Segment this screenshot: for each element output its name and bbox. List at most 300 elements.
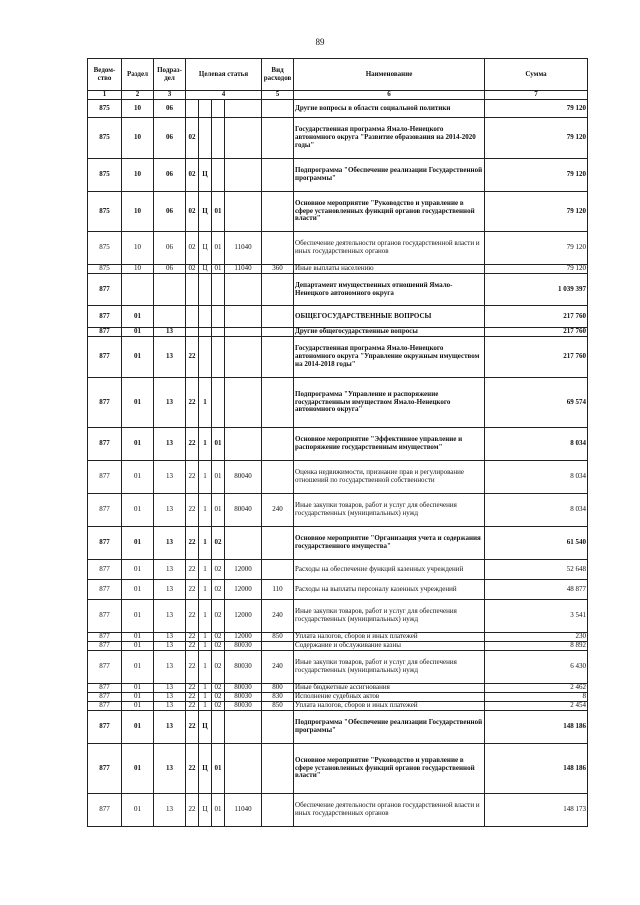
cell-section: 01 xyxy=(122,560,154,580)
column-number: 7 xyxy=(485,91,588,100)
cell-section: 10 xyxy=(122,192,154,232)
cell-name: Иные бюджетные ассигнования xyxy=(294,684,485,693)
cell-target-direction: 12000 xyxy=(225,600,262,633)
cell-department: 875 xyxy=(88,118,122,159)
cell-department: 877 xyxy=(88,274,122,306)
cell-expense-type: 800 xyxy=(262,684,294,693)
cell-target-direction: 12000 xyxy=(225,560,262,580)
cell-target-direction xyxy=(225,328,262,337)
cell-expense-type xyxy=(262,159,294,192)
cell-subsection: 13 xyxy=(154,702,186,711)
cell-target-activity xyxy=(212,328,225,337)
table-row xyxy=(88,527,588,560)
table-row xyxy=(88,580,588,600)
cell-sum: 79 120 xyxy=(485,265,588,274)
cell-expense-type xyxy=(262,711,294,744)
cell-name: Другие вопросы в области социальной политики xyxy=(294,100,485,118)
cell-name: Расходы на обеспечение функций казенных учреждений xyxy=(294,560,485,580)
cell-name: Государственная программа Ямало-Ненецкого автономного округа "Развитие образования на 2014-2020 годы" xyxy=(294,118,485,159)
cell-target-direction: 11040 xyxy=(225,794,262,827)
cell-target-subprogram: Ц xyxy=(199,711,212,744)
cell-name: Обеспечение деятельности органов государственной власти и иных государственных органов xyxy=(294,794,485,827)
cell-target-activity: 01 xyxy=(212,265,225,274)
cell-target-activity: 02 xyxy=(212,684,225,693)
cell-target-activity: 01 xyxy=(212,494,225,527)
cell-department: 877 xyxy=(88,711,122,744)
cell-name: Иные закупки товаров, работ и услуг для обеспечения государственных (муниципальных) нужд xyxy=(294,600,485,633)
cell-department: 877 xyxy=(88,527,122,560)
cell-sum: 230 xyxy=(485,633,588,642)
cell-name: Департамент имущественных отношений Ямало-Ненецкого автономного округа xyxy=(294,274,485,306)
cell-subsection: 13 xyxy=(154,378,186,428)
cell-subsection: 13 xyxy=(154,633,186,642)
column-number-row xyxy=(88,91,588,100)
cell-name: Основное мероприятие "Руководство и управление в сфере установленных функций органов государственной власти" xyxy=(294,192,485,232)
cell-department: 877 xyxy=(88,702,122,711)
cell-department: 877 xyxy=(88,794,122,827)
header-row xyxy=(88,59,588,91)
cell-target-program: 02 xyxy=(186,192,199,232)
header-expense-type: Вид расходов xyxy=(262,59,294,91)
header-name: Наименование xyxy=(294,59,485,91)
cell-target-subprogram: 1 xyxy=(199,428,212,461)
cell-sum: 8 892 xyxy=(485,642,588,651)
cell-expense-type xyxy=(262,794,294,827)
cell-target-direction: 80040 xyxy=(225,461,262,494)
column-number: 6 xyxy=(294,91,485,100)
cell-expense-type xyxy=(262,118,294,159)
cell-subsection: 13 xyxy=(154,711,186,744)
cell-subsection: 06 xyxy=(154,265,186,274)
cell-target-subprogram: Ц xyxy=(199,744,212,794)
cell-target-direction xyxy=(225,527,262,560)
cell-target-activity: 02 xyxy=(212,560,225,580)
cell-sum: 1 039 397 xyxy=(485,274,588,306)
cell-expense-type xyxy=(262,642,294,651)
cell-expense-type: 240 xyxy=(262,651,294,684)
cell-expense-type xyxy=(262,232,294,265)
cell-target-subprogram: 1 xyxy=(199,633,212,642)
cell-target-program: 02 xyxy=(186,118,199,159)
column-number: 4 xyxy=(186,91,262,100)
cell-department: 875 xyxy=(88,232,122,265)
cell-section: 01 xyxy=(122,642,154,651)
cell-section: 01 xyxy=(122,651,154,684)
table-row xyxy=(88,684,588,693)
cell-sum: 79 120 xyxy=(485,118,588,159)
cell-subsection: 13 xyxy=(154,461,186,494)
cell-target-activity: 02 xyxy=(212,600,225,633)
table-row xyxy=(88,600,588,633)
cell-target-direction: 80030 xyxy=(225,651,262,684)
cell-target-direction: 11040 xyxy=(225,265,262,274)
cell-target-program: 22 xyxy=(186,711,199,744)
cell-subsection: 13 xyxy=(154,428,186,461)
cell-expense-type xyxy=(262,527,294,560)
cell-target-subprogram: Ц xyxy=(199,794,212,827)
cell-target-subprogram xyxy=(199,306,212,328)
cell-target-program: 22 xyxy=(186,580,199,600)
cell-target-activity xyxy=(212,118,225,159)
cell-target-activity: 02 xyxy=(212,702,225,711)
cell-sum: 8 034 xyxy=(485,428,588,461)
cell-name: Подпрограмма "Управление и распоряжение государственным имуществом Ямало-Ненецкого автономного округа" xyxy=(294,378,485,428)
cell-sum: 79 120 xyxy=(485,100,588,118)
column-number: 2 xyxy=(122,91,154,100)
cell-department: 877 xyxy=(88,693,122,702)
cell-sum: 79 120 xyxy=(485,159,588,192)
cell-target-program: 22 xyxy=(186,642,199,651)
cell-expense-type xyxy=(262,337,294,378)
cell-expense-type xyxy=(262,100,294,118)
table-row xyxy=(88,744,588,794)
cell-subsection: 13 xyxy=(154,560,186,580)
cell-section: 01 xyxy=(122,527,154,560)
table-row xyxy=(88,328,588,337)
cell-expense-type xyxy=(262,744,294,794)
cell-target-activity xyxy=(212,378,225,428)
cell-target-subprogram xyxy=(199,328,212,337)
cell-expense-type xyxy=(262,274,294,306)
cell-subsection xyxy=(154,274,186,306)
cell-section: 01 xyxy=(122,794,154,827)
cell-section xyxy=(122,274,154,306)
cell-subsection: 06 xyxy=(154,159,186,192)
cell-sum: 48 877 xyxy=(485,580,588,600)
table-row xyxy=(88,100,588,118)
cell-subsection: 06 xyxy=(154,192,186,232)
cell-department: 877 xyxy=(88,328,122,337)
cell-section: 01 xyxy=(122,633,154,642)
cell-name: Основное мероприятие "Руководство и управление в сфере установленных функций органов государственной власти" xyxy=(294,744,485,794)
cell-section: 01 xyxy=(122,328,154,337)
cell-name: Уплата налогов, сборов и иных платежей xyxy=(294,633,485,642)
table-row xyxy=(88,651,588,684)
cell-section: 01 xyxy=(122,337,154,378)
cell-department: 877 xyxy=(88,306,122,328)
cell-sum: 217 760 xyxy=(485,328,588,337)
cell-target-activity: 02 xyxy=(212,633,225,642)
cell-target-program: 02 xyxy=(186,232,199,265)
table-row xyxy=(88,461,588,494)
cell-target-activity xyxy=(212,337,225,378)
cell-sum: 148 186 xyxy=(485,711,588,744)
cell-target-subprogram: 1 xyxy=(199,684,212,693)
cell-sum: 2 454 xyxy=(485,702,588,711)
cell-name: ОБЩЕГОСУДАРСТВЕННЫЕ ВОПРОСЫ xyxy=(294,306,485,328)
cell-name: Иные выплаты населению xyxy=(294,265,485,274)
cell-name: Подпрограмма "Обеспечение реализации Государственной программы" xyxy=(294,711,485,744)
cell-target-direction: 11040 xyxy=(225,232,262,265)
cell-target-direction xyxy=(225,159,262,192)
cell-department: 877 xyxy=(88,642,122,651)
header-target-article: Целевая статья xyxy=(186,59,262,91)
cell-target-subprogram: 1 xyxy=(199,600,212,633)
cell-target-activity: 01 xyxy=(212,232,225,265)
cell-name: Расходы на выплаты персоналу казенных учреждений xyxy=(294,580,485,600)
table-row xyxy=(88,494,588,527)
cell-name: Уплата налогов, сборов и иных платежей xyxy=(294,702,485,711)
cell-target-direction xyxy=(225,378,262,428)
cell-target-activity xyxy=(212,711,225,744)
cell-target-direction xyxy=(225,274,262,306)
cell-expense-type xyxy=(262,461,294,494)
cell-target-subprogram xyxy=(199,274,212,306)
cell-target-subprogram: 1 xyxy=(199,378,212,428)
cell-target-program: 22 xyxy=(186,600,199,633)
table-row xyxy=(88,711,588,744)
cell-target-program xyxy=(186,328,199,337)
cell-target-activity: 02 xyxy=(212,527,225,560)
table-row xyxy=(88,642,588,651)
column-number: 3 xyxy=(154,91,186,100)
cell-department: 875 xyxy=(88,192,122,232)
cell-section: 01 xyxy=(122,744,154,794)
cell-target-program: 02 xyxy=(186,159,199,192)
cell-target-subprogram: 1 xyxy=(199,494,212,527)
cell-section: 10 xyxy=(122,232,154,265)
cell-sum: 3 541 xyxy=(485,600,588,633)
cell-department: 877 xyxy=(88,744,122,794)
cell-subsection: 06 xyxy=(154,232,186,265)
cell-target-program: 22 xyxy=(186,461,199,494)
cell-target-activity xyxy=(212,306,225,328)
cell-subsection: 13 xyxy=(154,794,186,827)
cell-expense-type xyxy=(262,306,294,328)
cell-target-direction: 12000 xyxy=(225,633,262,642)
budget-table xyxy=(87,58,588,827)
cell-sum: 8 034 xyxy=(485,461,588,494)
table-row xyxy=(88,428,588,461)
cell-target-subprogram: Ц xyxy=(199,265,212,274)
cell-section: 01 xyxy=(122,693,154,702)
cell-target-activity xyxy=(212,100,225,118)
cell-name: Другие общегосударственные вопросы xyxy=(294,328,485,337)
cell-sum: 148 186 xyxy=(485,744,588,794)
cell-target-program: 22 xyxy=(186,693,199,702)
cell-department: 877 xyxy=(88,337,122,378)
cell-target-program: 22 xyxy=(186,794,199,827)
cell-target-activity: 01 xyxy=(212,744,225,794)
cell-target-program: 22 xyxy=(186,378,199,428)
cell-target-activity: 01 xyxy=(212,428,225,461)
cell-target-subprogram: 1 xyxy=(199,461,212,494)
cell-section: 01 xyxy=(122,580,154,600)
cell-sum: 217 760 xyxy=(485,337,588,378)
table-row xyxy=(88,560,588,580)
cell-name: Подпрограмма "Обеспечение реализации Государственной программы" xyxy=(294,159,485,192)
cell-name: Основное мероприятие "Организация учета и содержания государственного имущества" xyxy=(294,527,485,560)
cell-subsection: 13 xyxy=(154,527,186,560)
cell-section: 01 xyxy=(122,702,154,711)
cell-target-direction xyxy=(225,711,262,744)
cell-target-program: 22 xyxy=(186,494,199,527)
table-row xyxy=(88,378,588,428)
cell-expense-type: 240 xyxy=(262,494,294,527)
cell-target-activity xyxy=(212,274,225,306)
cell-subsection: 13 xyxy=(154,337,186,378)
cell-subsection: 13 xyxy=(154,494,186,527)
cell-target-direction: 12000 xyxy=(225,580,262,600)
cell-name: Иные закупки товаров, работ и услуг для обеспечения государственных (муниципальных) нужд xyxy=(294,494,485,527)
cell-subsection: 13 xyxy=(154,580,186,600)
cell-subsection: 13 xyxy=(154,693,186,702)
cell-target-subprogram: Ц xyxy=(199,159,212,192)
cell-target-activity xyxy=(212,159,225,192)
cell-target-direction xyxy=(225,118,262,159)
cell-sum: 79 120 xyxy=(485,192,588,232)
cell-expense-type xyxy=(262,192,294,232)
column-number: 5 xyxy=(262,91,294,100)
cell-department: 877 xyxy=(88,378,122,428)
table-row xyxy=(88,265,588,274)
cell-target-activity: 02 xyxy=(212,580,225,600)
cell-sum: 79 120 xyxy=(485,232,588,265)
cell-sum: 2 462 xyxy=(485,684,588,693)
cell-department: 877 xyxy=(88,684,122,693)
cell-sum: 148 173 xyxy=(485,794,588,827)
cell-target-direction xyxy=(225,192,262,232)
table-row xyxy=(88,274,588,306)
cell-target-direction xyxy=(225,428,262,461)
cell-target-activity: 01 xyxy=(212,192,225,232)
cell-target-program: 02 xyxy=(186,265,199,274)
table-row xyxy=(88,337,588,378)
cell-section: 01 xyxy=(122,461,154,494)
cell-target-subprogram xyxy=(199,118,212,159)
cell-department: 877 xyxy=(88,600,122,633)
cell-target-program xyxy=(186,306,199,328)
cell-target-direction xyxy=(225,337,262,378)
cell-target-subprogram: 1 xyxy=(199,693,212,702)
cell-target-activity: 02 xyxy=(212,651,225,684)
cell-expense-type xyxy=(262,328,294,337)
cell-target-direction: 80040 xyxy=(225,494,262,527)
cell-name: Обеспечение деятельности органов государственной власти и иных государственных органов xyxy=(294,232,485,265)
cell-target-program xyxy=(186,274,199,306)
cell-target-subprogram: 1 xyxy=(199,642,212,651)
cell-section: 10 xyxy=(122,118,154,159)
page-number: 89 xyxy=(315,37,325,47)
cell-target-subprogram: 1 xyxy=(199,527,212,560)
cell-expense-type xyxy=(262,560,294,580)
cell-target-activity: 02 xyxy=(212,642,225,651)
cell-sum: 6 430 xyxy=(485,651,588,684)
cell-sum: 52 648 xyxy=(485,560,588,580)
cell-target-program: 22 xyxy=(186,702,199,711)
cell-sum: 8 xyxy=(485,693,588,702)
cell-section: 01 xyxy=(122,684,154,693)
cell-section: 10 xyxy=(122,100,154,118)
cell-subsection: 06 xyxy=(154,118,186,159)
cell-target-subprogram: 1 xyxy=(199,560,212,580)
cell-department: 875 xyxy=(88,159,122,192)
cell-name: Государственная программа Ямало-Ненецкого автономного округа "Управление окружным имуществом на 2014-2018 годы" xyxy=(294,337,485,378)
cell-expense-type xyxy=(262,428,294,461)
table-row xyxy=(88,306,588,328)
cell-subsection: 13 xyxy=(154,328,186,337)
cell-subsection: 06 xyxy=(154,100,186,118)
cell-target-program: 22 xyxy=(186,428,199,461)
cell-section: 01 xyxy=(122,711,154,744)
cell-target-subprogram xyxy=(199,100,212,118)
cell-expense-type: 850 xyxy=(262,633,294,642)
cell-target-subprogram: 1 xyxy=(199,651,212,684)
cell-target-direction: 80030 xyxy=(225,684,262,693)
cell-name: Иные закупки товаров, работ и услуг для обеспечения государственных (муниципальных) нужд xyxy=(294,651,485,684)
cell-target-direction xyxy=(225,100,262,118)
cell-target-program: 22 xyxy=(186,651,199,684)
cell-section: 01 xyxy=(122,428,154,461)
cell-subsection: 13 xyxy=(154,684,186,693)
cell-target-direction: 80030 xyxy=(225,642,262,651)
header-sum: Сумма xyxy=(485,59,588,91)
cell-target-direction xyxy=(225,306,262,328)
cell-section: 01 xyxy=(122,600,154,633)
cell-subsection: 13 xyxy=(154,600,186,633)
cell-name: Содержание и обслуживание казны xyxy=(294,642,485,651)
cell-section: 01 xyxy=(122,306,154,328)
cell-target-program: 22 xyxy=(186,560,199,580)
cell-target-program: 22 xyxy=(186,337,199,378)
cell-department: 877 xyxy=(88,651,122,684)
cell-expense-type: 240 xyxy=(262,600,294,633)
cell-department: 877 xyxy=(88,580,122,600)
table-row xyxy=(88,159,588,192)
cell-section: 01 xyxy=(122,378,154,428)
cell-target-direction: 80030 xyxy=(225,693,262,702)
cell-department: 877 xyxy=(88,428,122,461)
cell-target-program xyxy=(186,100,199,118)
cell-subsection: 13 xyxy=(154,651,186,684)
header-department: Ведом- ство xyxy=(88,59,122,91)
cell-expense-type: 360 xyxy=(262,265,294,274)
table-row xyxy=(88,118,588,159)
cell-sum: 8 034 xyxy=(485,494,588,527)
cell-target-subprogram xyxy=(199,337,212,378)
cell-expense-type: 850 xyxy=(262,702,294,711)
cell-department: 877 xyxy=(88,494,122,527)
cell-department: 877 xyxy=(88,633,122,642)
cell-target-direction: 80030 xyxy=(225,702,262,711)
table-row xyxy=(88,794,588,827)
cell-subsection xyxy=(154,306,186,328)
cell-section: 10 xyxy=(122,265,154,274)
cell-target-program: 22 xyxy=(186,744,199,794)
table-row xyxy=(88,633,588,642)
cell-section: 01 xyxy=(122,494,154,527)
cell-expense-type: 110 xyxy=(262,580,294,600)
cell-department: 875 xyxy=(88,100,122,118)
cell-sum: 217 760 xyxy=(485,306,588,328)
cell-target-activity: 01 xyxy=(212,461,225,494)
cell-target-direction xyxy=(225,744,262,794)
table-row xyxy=(88,192,588,232)
cell-expense-type: 830 xyxy=(262,693,294,702)
cell-target-subprogram: 1 xyxy=(199,702,212,711)
column-number: 1 xyxy=(88,91,122,100)
cell-subsection: 13 xyxy=(154,744,186,794)
cell-section: 10 xyxy=(122,159,154,192)
cell-name: Исполнение судебных актов xyxy=(294,693,485,702)
cell-target-activity: 02 xyxy=(212,693,225,702)
cell-sum: 69 574 xyxy=(485,378,588,428)
table-row xyxy=(88,693,588,702)
cell-department: 877 xyxy=(88,461,122,494)
cell-target-program: 22 xyxy=(186,684,199,693)
cell-sum: 61 540 xyxy=(485,527,588,560)
header-section: Раздел xyxy=(122,59,154,91)
